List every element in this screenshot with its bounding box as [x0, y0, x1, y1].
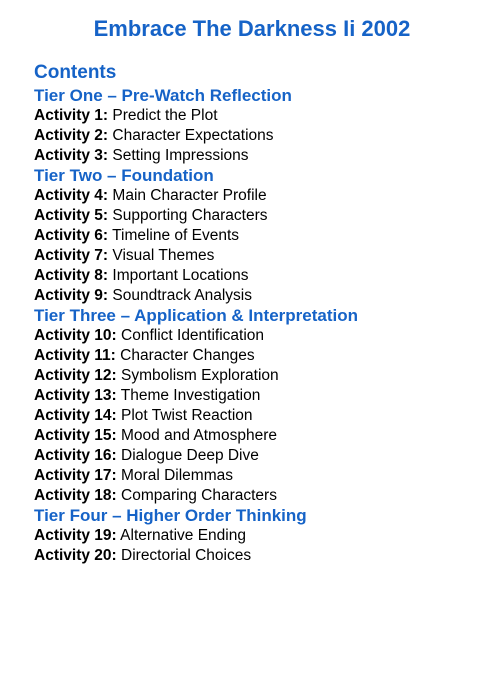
- activity-item: [34, 406, 494, 426]
- activity-name: Plot Twist Reaction: [121, 407, 253, 424]
- activity-name: Character Changes: [120, 347, 255, 364]
- activity-item: [34, 226, 494, 246]
- activity-item: [34, 426, 494, 446]
- activity-label: Activity 9:: [34, 287, 109, 304]
- activity-name: Alternative Ending: [120, 527, 246, 544]
- tier-heading: Tier Two – Foundation: [34, 166, 214, 185]
- activity-label: Activity 13:: [34, 387, 117, 404]
- tier-heading: Tier Four – Higher Order Thinking: [34, 506, 307, 525]
- activity-name: Moral Dilemmas: [121, 467, 233, 484]
- activity-item: [34, 526, 494, 546]
- activity-item: [34, 386, 494, 406]
- activity-item: [34, 246, 494, 266]
- activity-label: Activity 11:: [34, 347, 116, 364]
- activity-item: [34, 126, 494, 146]
- activity-name: Setting Impressions: [112, 147, 249, 164]
- activity-name: Dialogue Deep Dive: [121, 447, 259, 464]
- activity-name: Timeline of Events: [112, 227, 240, 244]
- activity-name: Directorial Choices: [121, 547, 252, 564]
- activity-item: [34, 546, 494, 566]
- activity-item: [34, 446, 494, 466]
- activity-name: Symbolism Exploration: [121, 367, 279, 384]
- activity-name: Comparing Characters: [121, 487, 277, 504]
- activity-item: [34, 346, 494, 366]
- activity-name: Character Expectations: [112, 127, 274, 144]
- activity-label: Activity 8:: [34, 267, 109, 284]
- activity-item: [34, 146, 494, 166]
- activity-name: Soundtrack Analysis: [112, 287, 252, 304]
- tier-heading: Tier Three – Application & Interpretation: [34, 306, 358, 325]
- activity-label: Activity 4:: [34, 187, 109, 204]
- activity-label: Activity 12:: [34, 367, 117, 384]
- tier-heading: Tier One – Pre-Watch Reflection: [34, 86, 292, 105]
- activity-label: Activity 16:: [34, 447, 117, 464]
- activity-label: Activity 14:: [34, 407, 117, 424]
- table-of-contents: [34, 86, 494, 566]
- activity-name: Main Character Profile: [112, 187, 267, 204]
- activity-label: Activity 5:: [34, 207, 109, 224]
- activity-item: [34, 206, 494, 226]
- contents-heading: Contents: [34, 62, 117, 83]
- activity-label: Activity 20:: [34, 547, 117, 564]
- activity-label: Activity 1:: [34, 107, 109, 124]
- activity-item: [34, 106, 494, 126]
- activity-label: Activity 19:: [34, 527, 117, 544]
- page-title: Embrace The Darkness Ii 2002: [93, 16, 411, 41]
- activity-label: Activity 2:: [34, 127, 109, 144]
- activity-item: [34, 186, 494, 206]
- activity-name: Predict the Plot: [112, 107, 218, 124]
- activity-name: Important Locations: [112, 267, 249, 284]
- activity-item: [34, 326, 494, 346]
- activity-label: Activity 18:: [34, 487, 117, 504]
- activity-label: Activity 15:: [34, 427, 117, 444]
- activity-label: Activity 6:: [34, 227, 109, 244]
- activity-item: [34, 286, 494, 306]
- activity-item: [34, 366, 494, 386]
- activity-label: Activity 10:: [34, 327, 117, 344]
- activity-name: Conflict Identification: [121, 327, 265, 344]
- activity-label: Activity 3:: [34, 147, 109, 164]
- activity-item: [34, 266, 494, 286]
- activity-name: Supporting Characters: [112, 207, 268, 224]
- activity-name: Visual Themes: [112, 247, 215, 264]
- activity-label: Activity 7:: [34, 247, 109, 264]
- activity-name: Mood and Atmosphere: [121, 427, 277, 444]
- activity-item: [34, 466, 494, 486]
- activity-item: [34, 486, 494, 506]
- activity-name: Theme Investigation: [120, 387, 261, 404]
- activity-label: Activity 17:: [34, 467, 117, 484]
